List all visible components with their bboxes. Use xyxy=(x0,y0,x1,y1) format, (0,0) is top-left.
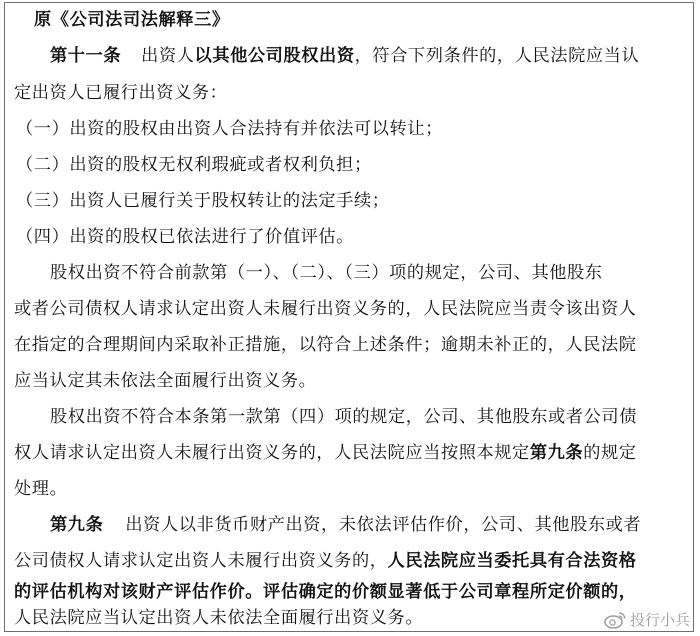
article-9-heading: 第九条 xyxy=(50,515,104,535)
watermark xyxy=(604,609,690,630)
article-11-para3-line-1: 股权出资不符合本条第一款第（四）项的规定，公司、其他股东或者公司债 xyxy=(50,407,637,427)
article-9-first-line xyxy=(50,513,641,539)
article-9-text-2a: 公司债权人请求认定出资人未履行出资义务的， xyxy=(14,551,388,571)
article-11-para2-line-2: 或者公司债权人请求认定出资人未履行出资义务的，人民法院应当责令该出资人 xyxy=(14,299,637,319)
article-11-heading: 第十一条 xyxy=(50,46,122,66)
article-9-line-3: 的评估机构对该财产评估作价。评估确定的价额显著低于公司章程所定价额的， xyxy=(14,582,637,602)
article-11-para2-line-3: 在指定的合理期间内采取补正措施，以符合上述条件；逾期未补正的，人民法院 xyxy=(14,335,637,355)
watermark-text: 投行小兵 xyxy=(629,611,690,629)
article-9-line-4: 人民法院应当认定出资人未依法全面履行出资义务。 xyxy=(14,608,424,628)
article-11-para3-line-3: 处理。 xyxy=(14,479,68,499)
article-11-para2-line-4: 应当认定其未依法全面履行出资义务。 xyxy=(14,371,317,391)
article-9-text-1: 出资人以非货币财产出资，未依法评估作价，公司、其他股东或者 xyxy=(125,515,642,535)
article-11-para2-line-1: 股权出资不符合前款第（一）、（二）、（三）项的规定，公司、其他股东 xyxy=(50,263,603,283)
article-11-item-2: （二）出资的股权无权利瑕疵或者权利负担； xyxy=(16,155,372,175)
article-11-text-a: 出资人 xyxy=(141,46,195,66)
article-9-reference: 第九条 xyxy=(529,443,584,463)
article-11-para3-text-b: 的规定 xyxy=(583,443,637,463)
article-11-item-4: （四）出资的股权已依法进行了价值评估。 xyxy=(16,227,354,247)
article-9-line-2 xyxy=(14,549,637,575)
article-11-item-3: （三）出资人已履行关于股权转让的法定手续； xyxy=(16,191,390,211)
article-11-text-b: ，符合下列条件的，人民法院应当认 xyxy=(354,46,640,66)
weibo-icon xyxy=(604,611,626,629)
article-9-emphasis-a: 人民法院应当委托具有合法资格 xyxy=(387,551,637,571)
article-11-item-1: （一）出资的股权由出资人合法持有并依法可以转让； xyxy=(16,119,443,139)
article-11-para3-text-a: 权人请求认定出资人未履行出资义务的，人民法院应当按照本规定 xyxy=(14,443,530,463)
article-11-first-line xyxy=(50,44,639,70)
article-11-emphasis: 以其他公司股权出资 xyxy=(194,46,355,66)
document-title: 原《公司法司法解释三》 xyxy=(34,10,230,30)
article-11-line-2: 定出资人已履行出资义务： xyxy=(14,83,228,103)
article-11-para3-line-2 xyxy=(14,441,637,467)
